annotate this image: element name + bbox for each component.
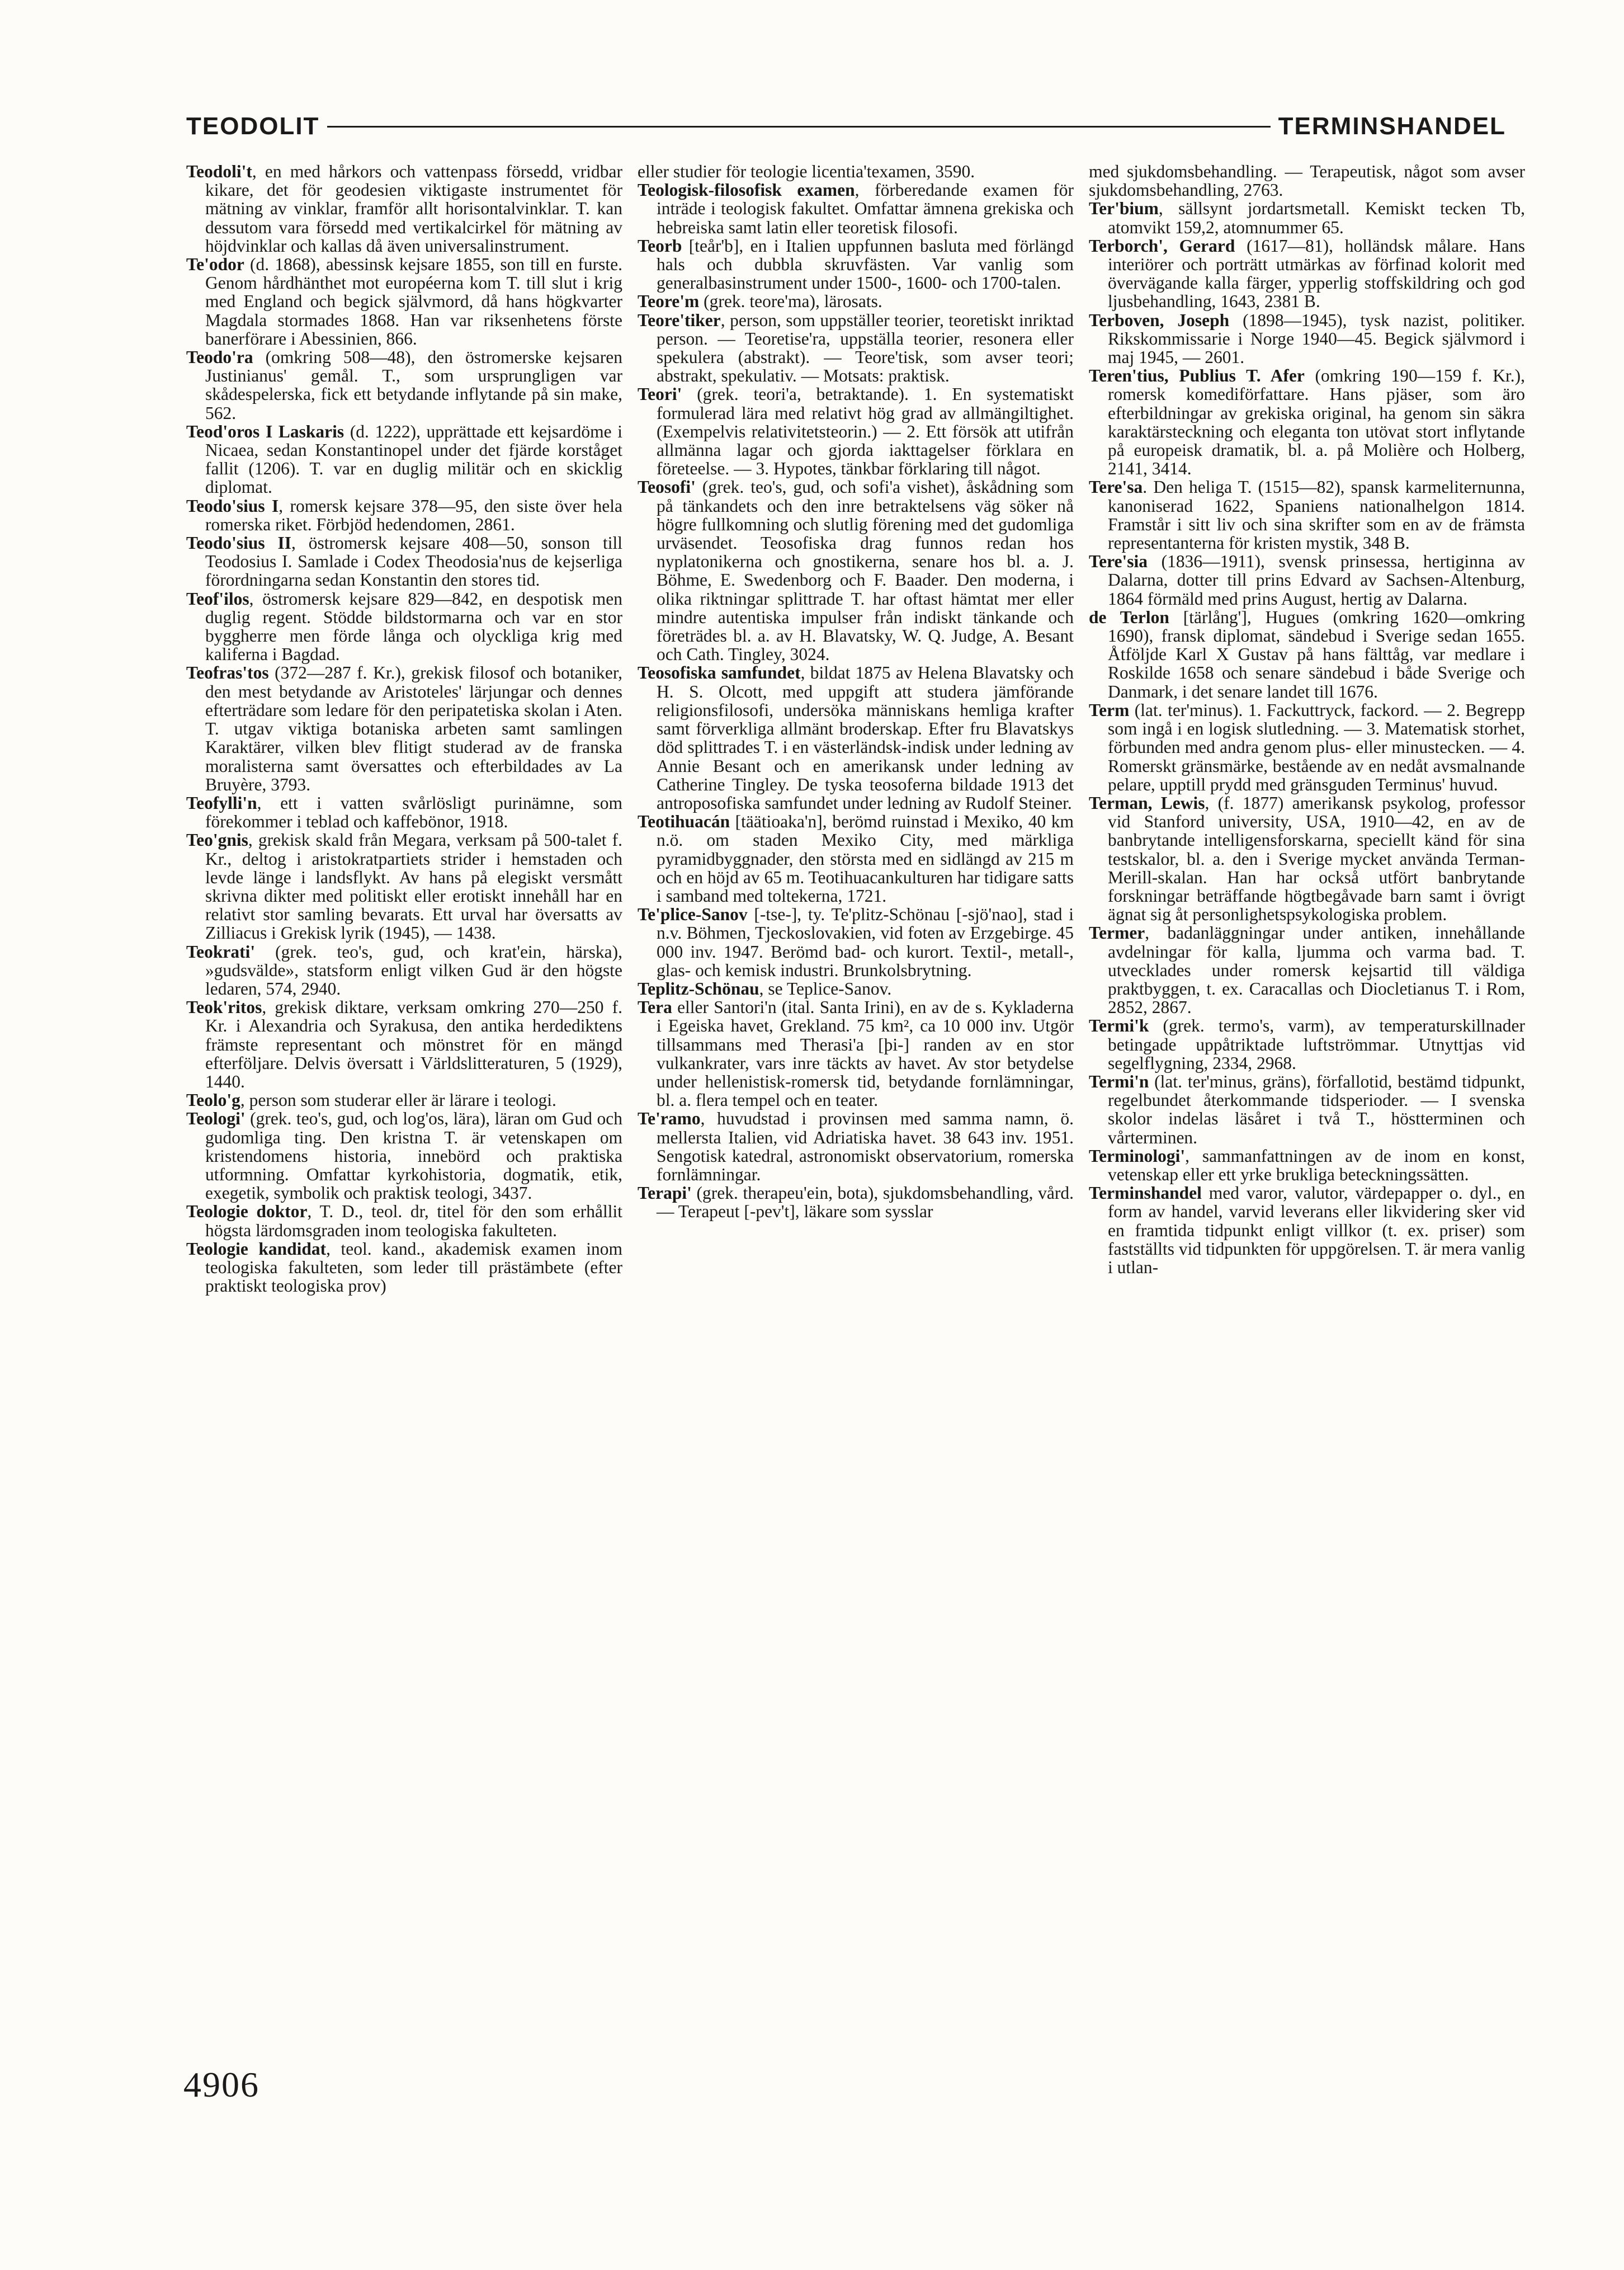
- entry-headword: Terapi': [638, 1183, 692, 1203]
- dictionary-entry: [186, 998, 622, 1091]
- entry-text: [-tse-], ty. Te'plitz-Schönau [-sjö'nao], stad i n.v. Böhmen, Tjeckoslovakien, vid foten av Erzgebirge. 45 000 inv. 1947. Berömd bad- och kurort. Textil-, metall-, glas- och kemisk industri. Brunkolsbrytning.: [657, 905, 1074, 980]
- entry-headword: Teotihuacán: [638, 812, 730, 832]
- entry-text: med sjukdomsbehandling. — Terapeutisk, något som avser sjukdomsbehandling, 2763.: [1089, 162, 1525, 200]
- entry-text: [täätioaka'n], berömd ruinstad i Mexiko, 40 km n.ö. om staden Mexiko City, med märkliga pyramidbyggnader, den största med en sidlängd av 215 m och en höjd av 65 m. Teotihuacankulturen har tidigare satts i samband med toltekerna, 1721.: [657, 812, 1074, 906]
- dictionary-entry: [186, 1109, 622, 1202]
- entry-text: (372—287 f. Kr.), grekisk filosof och botaniker, den mest betydande av Aristoteles' lärjungar och dennes efterträdare som ledare för den peripatetiska skolan i Aten. T. utgav viktiga botaniska arbeten samt samlingen Karaktärer, vilken blev flitigt studerad av de franska moralisterna samt översattes och efterbildades av La Bruyère, 3793.: [205, 663, 622, 794]
- entry-headword: Terminshandel: [1089, 1183, 1202, 1203]
- entry-text: (1836—1911), svensk prinsessa, hertiginna av Dalarna, dotter till prins Edvard av Sachsen-Altenburg, 1864 förmäld med prins August, hertig av Dalarna.: [1108, 552, 1525, 609]
- entry-headword: Termer: [1089, 923, 1145, 943]
- entry-text: , romersk kejsare 378—95, den siste över hela romerska riket. Förbjöd hedendomen, 2861.: [205, 496, 622, 534]
- dictionary-entry: [638, 237, 1074, 293]
- entry-headword: Teok'ritos: [186, 997, 262, 1018]
- entry-headword: Tere'sia: [1089, 552, 1148, 572]
- entry-headword: Teplitz-Schönau: [638, 978, 759, 999]
- entry-text: , se Teplice-Sanov.: [759, 978, 892, 999]
- entry-text: , sällsynt jordartsmetall. Kemiskt tecken Tb, atomvikt 159,2, atomnummer 65.: [1108, 199, 1525, 237]
- header-right-word: TERMINSHANDEL: [1278, 112, 1506, 140]
- dictionary-entry: [186, 1202, 622, 1239]
- dictionary-entry: [638, 1184, 1074, 1221]
- dictionary-entry: [638, 812, 1074, 905]
- entry-headword: Teokrati': [186, 941, 256, 962]
- dictionary-entry: [1089, 1072, 1525, 1147]
- dictionary-entry: [638, 478, 1074, 663]
- entry-text: , person som studerar eller är lärare i teologi.: [240, 1090, 556, 1110]
- entry-headword: Teren'tius, Publius T. Afer: [1089, 366, 1305, 386]
- column-3: [1089, 162, 1525, 2042]
- dictionary-entry: [1089, 478, 1525, 552]
- dictionary-entry: [186, 831, 622, 942]
- dictionary-entry: [1089, 311, 1525, 367]
- entry-headword: Termi'n: [1089, 1071, 1149, 1091]
- entry-headword: Te'odor: [186, 255, 244, 275]
- dictionary-entry: [1089, 701, 1525, 794]
- dictionary-entry: [638, 385, 1074, 478]
- entry-headword: Terboven, Joseph: [1089, 310, 1230, 330]
- dictionary-entry: [186, 1240, 622, 1296]
- entry-headword: Teo'gnis: [186, 830, 248, 850]
- dictionary-entry: [186, 162, 622, 255]
- entry-headword: Teodo'sius I: [186, 496, 279, 516]
- entry-headword: Terborch', Gerard: [1089, 236, 1235, 256]
- entry-text: (omkring 508—48), den östromerske kejsaren Justinianus' gemål. T., som ursprungligen var skådespelerska, fick ett betydande inflytande på sin make, 562.: [205, 347, 622, 423]
- page-number: 4906: [183, 2065, 259, 2104]
- entry-text: , östromersk kejsare 829—842, en despotisk men duglig regent. Stödde bildstormarna och var en stor byggherre men förde långa och olyckliga krig med kaliferna i Bagdad.: [205, 588, 622, 665]
- entry-text: (grek. teo's, gud, och sofi'a vishet), åskådning som på tänkandets och den inre betraktelsens väg söker nå högre fullkomning och slutlig förening med det gudomliga urväsendet. Teosofiska drag funnos redan hos nyplatonikerna och gnostikerna, senare hos bl. a. J. Böhme, E. Swedenborg och F. Baader. Den moderna, i olika riktningar splittrade T. har oftast hämtat mer eller mindre autentiska impulser från indiskt tänkande och företrädes bl. a. av H. Blavatsky, W. Q. Judge, A. Besant och Cath. Tingley, 3024.: [657, 477, 1074, 665]
- entry-text: , förberedande examen för inträde i teologisk fakultet. Omfattar ämnena grekiska och hebreiska samt latin eller teoretisk filosofi.: [657, 180, 1074, 237]
- entry-text: (d. 1868), abessinsk kejsare 1855, son till en furste. Genom hårdhänthet mot européerna kom T. till slut i krig med England och begick självmord, då hans högkvarter Magdala stormades 1868. Han var riksenhetens förste banerförare i Abessinien, 866.: [205, 255, 622, 348]
- entry-text: (grek. therapeu'ein, bota), sjukdomsbehandling, vård. — Terapeut [-pev't], läkare som sysslar: [657, 1183, 1074, 1222]
- entry-headword: Teologisk-filosofisk examen: [638, 180, 855, 200]
- entry-headword: Teorb: [638, 236, 682, 256]
- dictionary-entry: [1089, 1147, 1525, 1184]
- entry-headword: Tera: [638, 997, 672, 1018]
- dictionary-entry: [1089, 237, 1525, 311]
- entry-headword: Terman, Lewis: [1089, 793, 1205, 813]
- entry-text: [teår'b], en i Italien uppfunnen basluta med förlängd hals och dubbla skruvfästen. Var vanlig som generalbasinstrument under 1500-, 1600- och 1700-talen.: [657, 236, 1074, 293]
- entry-headword: de Terlon: [1089, 607, 1169, 627]
- entry-headword: Teologi': [186, 1109, 246, 1129]
- dictionary-entry: [186, 534, 622, 590]
- dictionary-entry: [186, 497, 622, 534]
- entry-text: , en med hårkors och vattenpass försedd, vridbar kikare, det för geodesien viktigaste instrumentet för mätning av vinklar, framför allt horisontalvinklar. T. kan dessutom vara försedd med vertikalcirkel för mätning av höjdvinklar och kallas då även universalinstrument.: [205, 162, 622, 256]
- entry-headword: Teore'm: [638, 291, 700, 312]
- dictionary-entry: [1089, 1184, 1525, 1277]
- entry-text: (grek. teo's, gud, och krat'ein, härska), »gudsvälde», statsform enligt vilken Gud är den högste ledaren, 574, 2940.: [205, 941, 622, 999]
- dictionary-entry: [1089, 794, 1525, 924]
- entry-text: , bildat 1875 av Helena Blavatsky och H. S. Olcott, med uppgift att studera jämförande religionsfilosofi, undersöka människans hemliga krafter samt förverkliga allmänt broderskap. Efter fru Blavatskys död splittrades T. i en västerländsk-indisk under ledning av Annie Besant och en amerikansk under ledning av Catherine Tingley. De tyska teosoferna bildade 1913 det antroposofiska samfundet under ledning av Rudolf Steiner.: [657, 663, 1074, 813]
- entry-text: [tärlång'], Hugues (omkring 1620—omkring 1690), fransk diplomat, sändebud i Sverige sedan 1655. Åtföljde Karl X Gustav på hans fälttåg, var medlare i Roskilde 1658 och senare sändebud i både Sverige och Danmark, i det senare landet till 1676.: [1108, 607, 1525, 701]
- dictionary-entry: [186, 348, 622, 422]
- dictionary-entry: [186, 663, 622, 793]
- entry-headword: Teodo'sius II: [186, 533, 292, 553]
- entry-text: , teol. kand., akademisk examen inom teologiska fakulteten, som leder till prästämbete (efter praktiskt teologiska prov): [205, 1238, 622, 1296]
- running-header: [186, 110, 1506, 143]
- dictionary-entry: [1089, 162, 1525, 199]
- dictionary-entry: [638, 311, 1074, 385]
- entry-text: , huvudstad i provinsen med samma namn, ö. mellersta Italien, vid Adriatiska havet. 38 643 inv. 1951. Sengotisk katedral, astronomiskt observatorium, romerska fornlämningar.: [657, 1109, 1074, 1184]
- dictionary-entry: [638, 1109, 1074, 1184]
- entry-headword: Teori': [638, 384, 682, 404]
- entry-text: (1898—1945), tysk nazist, politiker. Rikskommissarie i Norge 1940—45. Begick självmord i maj 1945, — 2601.: [1108, 310, 1525, 368]
- dictionary-entry: [638, 162, 1074, 181]
- entry-headword: Terminologi': [1089, 1146, 1186, 1166]
- entry-headword: Ter'bium: [1089, 199, 1159, 219]
- dictionary-entry: [1089, 924, 1525, 1016]
- column-2: [638, 162, 1074, 2042]
- dictionary-entry: [186, 1091, 622, 1109]
- entry-text: eller Santori'n (ital. Santa Irini), en av de s. Kykladerna i Egeiska havet, Grekland. 75 km², ca 10 000 inv. Utgör tillsammans med Therasi'a [þi-] randen av en stor vulkankrater, vars inre täckts av havet. Av stor betydelse under hellenistisk-romersk tid, betydande fornlämningar, bl. a. flera tempel och en teater.: [657, 997, 1074, 1110]
- entry-text: , person, som uppställer teorier, teoretiskt inriktad person. — Teoretise'ra, uppställa teorier, resonera eller spekulera (abstrakt). — Teore'tisk, som avser teori; abstrakt, spekulativ. — Motsats: praktisk.: [657, 310, 1074, 386]
- entry-text: , T. D., teol. dr, titel för den som erhållit högsta lärdomsgraden inom teologiska fakulteten.: [205, 1202, 622, 1240]
- dictionary-entry: [638, 998, 1074, 1109]
- entry-text: , sammanfattningen av de inom en konst, vetenskap eller ett yrke brukliga beteckningssätten.: [1108, 1146, 1525, 1184]
- entry-headword: Teod'oros I Laskaris: [186, 421, 344, 441]
- dictionary-entry: [1089, 552, 1525, 608]
- header-left-word: TEODOLIT: [186, 112, 320, 140]
- dictionary-entry: [1089, 1016, 1525, 1072]
- entry-text: (grek. teo's, gud, och log'os, lära), läran om Gud och gudomliga ting. Den kristna T. är vetenskapen om kristendomens historia, innebörd och praktiska utformning. Omfattar kyrkohistoria, dogmatik, etik, exegetik, symbolik och praktisk teologi, 3437.: [205, 1109, 622, 1203]
- column-1: [186, 162, 622, 2042]
- dictionary-entry: [186, 422, 622, 497]
- entry-headword: Teosofi': [638, 477, 696, 497]
- entry-text: (d. 1222), upprättade ett kejsardöme i Nicaea, sedan Konstantinopel under det fjärde korståget fallit (1206). T. var en duglig militär och en skicklig diplomat.: [205, 421, 622, 497]
- entry-headword: Teodoli't: [186, 162, 252, 181]
- entry-text: (lat. ter'minus). 1. Fackuttryck, fackord. — 2. Begrepp som ingå i en logisk slutledning. — 3. Matematisk storhet, förbunden med andra genom plus- eller minustecken. — 4. Romerskt gränsmärke, bestående av en nedåt avsmalnande pelare, upptill prydd med gränsguden Terminus' huvud.: [1108, 700, 1525, 794]
- entry-text: eller studier för teologie licentia'texamen, 3590.: [638, 162, 975, 181]
- entry-headword: Teofylli'n: [186, 793, 257, 813]
- entry-text: (grek. teori'a, betraktande). 1. En systematiskt formulerad lära med relativt hög grad av allmängiltighet. (Exempelvis relativitetsteorin.) — 2. Ett försök att utifrån allmänna lagar och gjorda iakttagelser förklara en företeelse. — 3. Hypotes, tänkbar förklaring till något.: [657, 384, 1074, 479]
- entry-headword: Teosofiska samfundet: [638, 663, 801, 683]
- entry-headword: Te'ramo: [638, 1109, 701, 1129]
- entry-text: (omkring 190—159 f. Kr.), romersk komediförfattare. Hans pjäser, som äro efterbildningar av grekiska original, ha genom sin säkra karaktärsteckning och eleganta ton utövat stort inflytande på europeisk dramatik, bl. a. på Molière och Holberg, 2141, 3414.: [1108, 366, 1525, 479]
- entry-headword: Tere'sa: [1089, 477, 1143, 497]
- dictionary-entry: [186, 943, 622, 999]
- header-rule: [327, 126, 1270, 128]
- entry-text: , badanläggningar under antiken, innehållande avdelningar för kalla, ljumma och varma bad. T. utvecklades under romersk kejsartid till väldiga praktbyggen, t. ex. Caracallas och Diocletianus T. i Rom, 2852, 2867.: [1108, 923, 1525, 1018]
- entry-text: (1617—81), holländsk målare. Hans interiörer och porträtt utmärkas av förfinad kolorit med övervägande kalla färger, ypperlig stoffskildring och god ljusbehandling, 1643, 2381 B.: [1108, 236, 1525, 312]
- entry-headword: Te'plice-Sanov: [638, 905, 748, 925]
- entry-text: , ett i vatten svårlösligt purinämne, som förekommer i teblad och kaffebönor, 1918.: [205, 793, 622, 832]
- dictionary-entry: [1089, 199, 1525, 236]
- entry-text: , grekisk diktare, verksam omkring 270—250 f. Kr. i Alexandria och Syrakusa, den antika herdediktens främste representant och mönstret för en mängd efterföljare. Delvis översatt i Världslitteraturen, 5 (1929), 1440.: [205, 997, 622, 1091]
- dictionary-entry: [638, 292, 1074, 310]
- entry-text: . Den heliga T. (1515—82), spansk karmeliternunna, kanoniserad 1622, Spaniens nationalhelgon 1814. Framstår i sitt liv och sina skrifter som en av de främsta representanterna för kristen mystik, 348 B.: [1108, 477, 1525, 553]
- entry-text: , (f. 1877) amerikansk psykolog, professor vid Stanford university, USA, 1910—42, en av de banbrytande intelligensforskarna, speciellt känd för sina testskalor, bl. a. den i Sverige mycket använda Terman-Merill-skalan. Han har också utfört banbrytande forskningar beträffande högtbegåvade barn samt i övrigt ägnat sig åt personlighetspsykologiska problem.: [1108, 793, 1525, 925]
- dictionary-entry: [186, 590, 622, 664]
- entry-headword: Teodo'ra: [186, 347, 253, 368]
- entry-headword: Teof'ilos: [186, 588, 249, 609]
- dictionary-entry: [1089, 366, 1525, 478]
- dictionary-entry: [1089, 608, 1525, 701]
- dictionary-entry: [638, 979, 1074, 998]
- dictionary-entry: [638, 663, 1074, 812]
- entry-text: med varor, valutor, värdepapper o. dyl., en form av handel, varvid leverans eller likvidering sker vid en framtida tidpunkt enligt villkor (t. ex. priser) som fastställts vid tidpunkten för uppgörelsen. T. är mera vanlig i utlan-: [1108, 1183, 1525, 1277]
- entry-text: , östromersk kejsare 408—50, sonson till Teodosius I. Samlade i Codex Theodosia'nus de kejserliga förordningarna sedan Konstantin den stores tid.: [205, 533, 622, 590]
- dictionary-entry: [186, 794, 622, 831]
- dictionary-entry: [186, 255, 622, 348]
- entry-headword: Teofras'tos: [186, 663, 269, 683]
- entry-text: (grek. termo's, varm), av temperaturskillnader betingade uppåtriktade luftströmmar. Utnyttjas vid segelflygning, 2334, 2968.: [1108, 1016, 1525, 1073]
- entry-headword: Termi'k: [1089, 1016, 1149, 1036]
- entry-headword: Term: [1089, 700, 1130, 720]
- entry-headword: Teolo'g: [186, 1090, 240, 1110]
- dictionary-entry: [638, 181, 1074, 237]
- dictionary-entry: [638, 905, 1074, 979]
- entry-headword: Teore'tiker: [638, 310, 721, 330]
- entry-headword: Teologie doktor: [186, 1202, 308, 1222]
- entry-text: (lat. ter'minus, gräns), förfallotid, bestämd tidpunkt, regelbundet återkommande tidsperioder. — I svenska skolor indelas läsåret i två T., höstterminen och vårterminen.: [1108, 1071, 1525, 1147]
- entry-headword: Teologie kandidat: [186, 1238, 327, 1259]
- entry-text: (grek. teore'ma), lärosats.: [699, 291, 882, 312]
- entry-text: , grekisk skald från Megara, verksam på 500-talet f. Kr., deltog i aristokratpartiets strider i hemstaden och levde länge i landsflykt. Av hans på elegiskt versmått skrivna dikter med politiskt eller erotiskt innehåll har en relativt stor samling bevarats. Ett urval har översatts av Zilliacus i Grekisk lyrik (1945), — 1438.: [205, 830, 622, 943]
